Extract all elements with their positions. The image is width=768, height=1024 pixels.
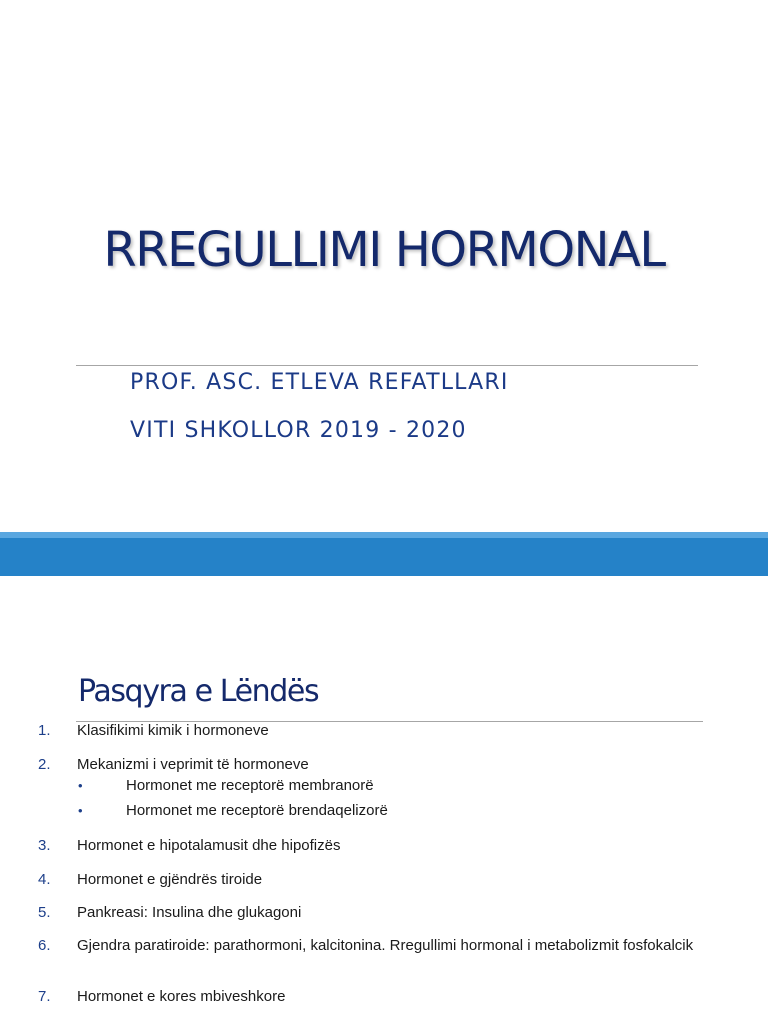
bullet-icon: • xyxy=(78,803,83,818)
item-number: 6. xyxy=(38,937,51,954)
contents-slide xyxy=(0,576,768,1024)
sub-item-text: Hormonet me receptorë membranorë xyxy=(126,777,374,794)
item-text: Hormonet e kores mbiveshkore xyxy=(77,988,286,1005)
item-text: Hormonet e hipotalamusit dhe hipofizës xyxy=(77,837,341,854)
school-year-line: VITI SHKOLLOR 2019 - 2020 xyxy=(130,418,467,443)
slide-separator xyxy=(0,538,768,576)
item-text: Mekanizmi i veprimit të hormoneve xyxy=(77,756,309,773)
item-number: 4. xyxy=(38,871,51,888)
slide-title: RREGULLIMI HORMONAL xyxy=(103,222,665,278)
bullet-icon: • xyxy=(78,778,83,793)
author-line: PROF. ASC. ETLEVA REFATLLARI xyxy=(130,370,509,395)
item-text: Hormonet e gjëndrës tiroide xyxy=(77,871,263,888)
item-text: Pankreasi: Insulina dhe glukagoni xyxy=(77,904,302,921)
item-number: 1. xyxy=(38,722,51,739)
item-number: 7. xyxy=(38,988,51,1005)
item-number: 5. xyxy=(38,904,51,921)
item-number: 2. xyxy=(38,756,51,773)
title-divider xyxy=(76,365,698,366)
item-number: 3. xyxy=(38,837,51,854)
contents-title: Pasqyra e Lëndës xyxy=(78,674,319,709)
item-text: Gjendra paratiroide: parathormoni, kalcitonina. Rregullimi hormonal i metabolizmit fosfokalcik xyxy=(77,937,694,954)
sub-item-text: Hormonet me receptorë brendaqelizorë xyxy=(126,802,388,819)
item-text: Klasifikimi kimik i hormoneve xyxy=(77,722,269,739)
